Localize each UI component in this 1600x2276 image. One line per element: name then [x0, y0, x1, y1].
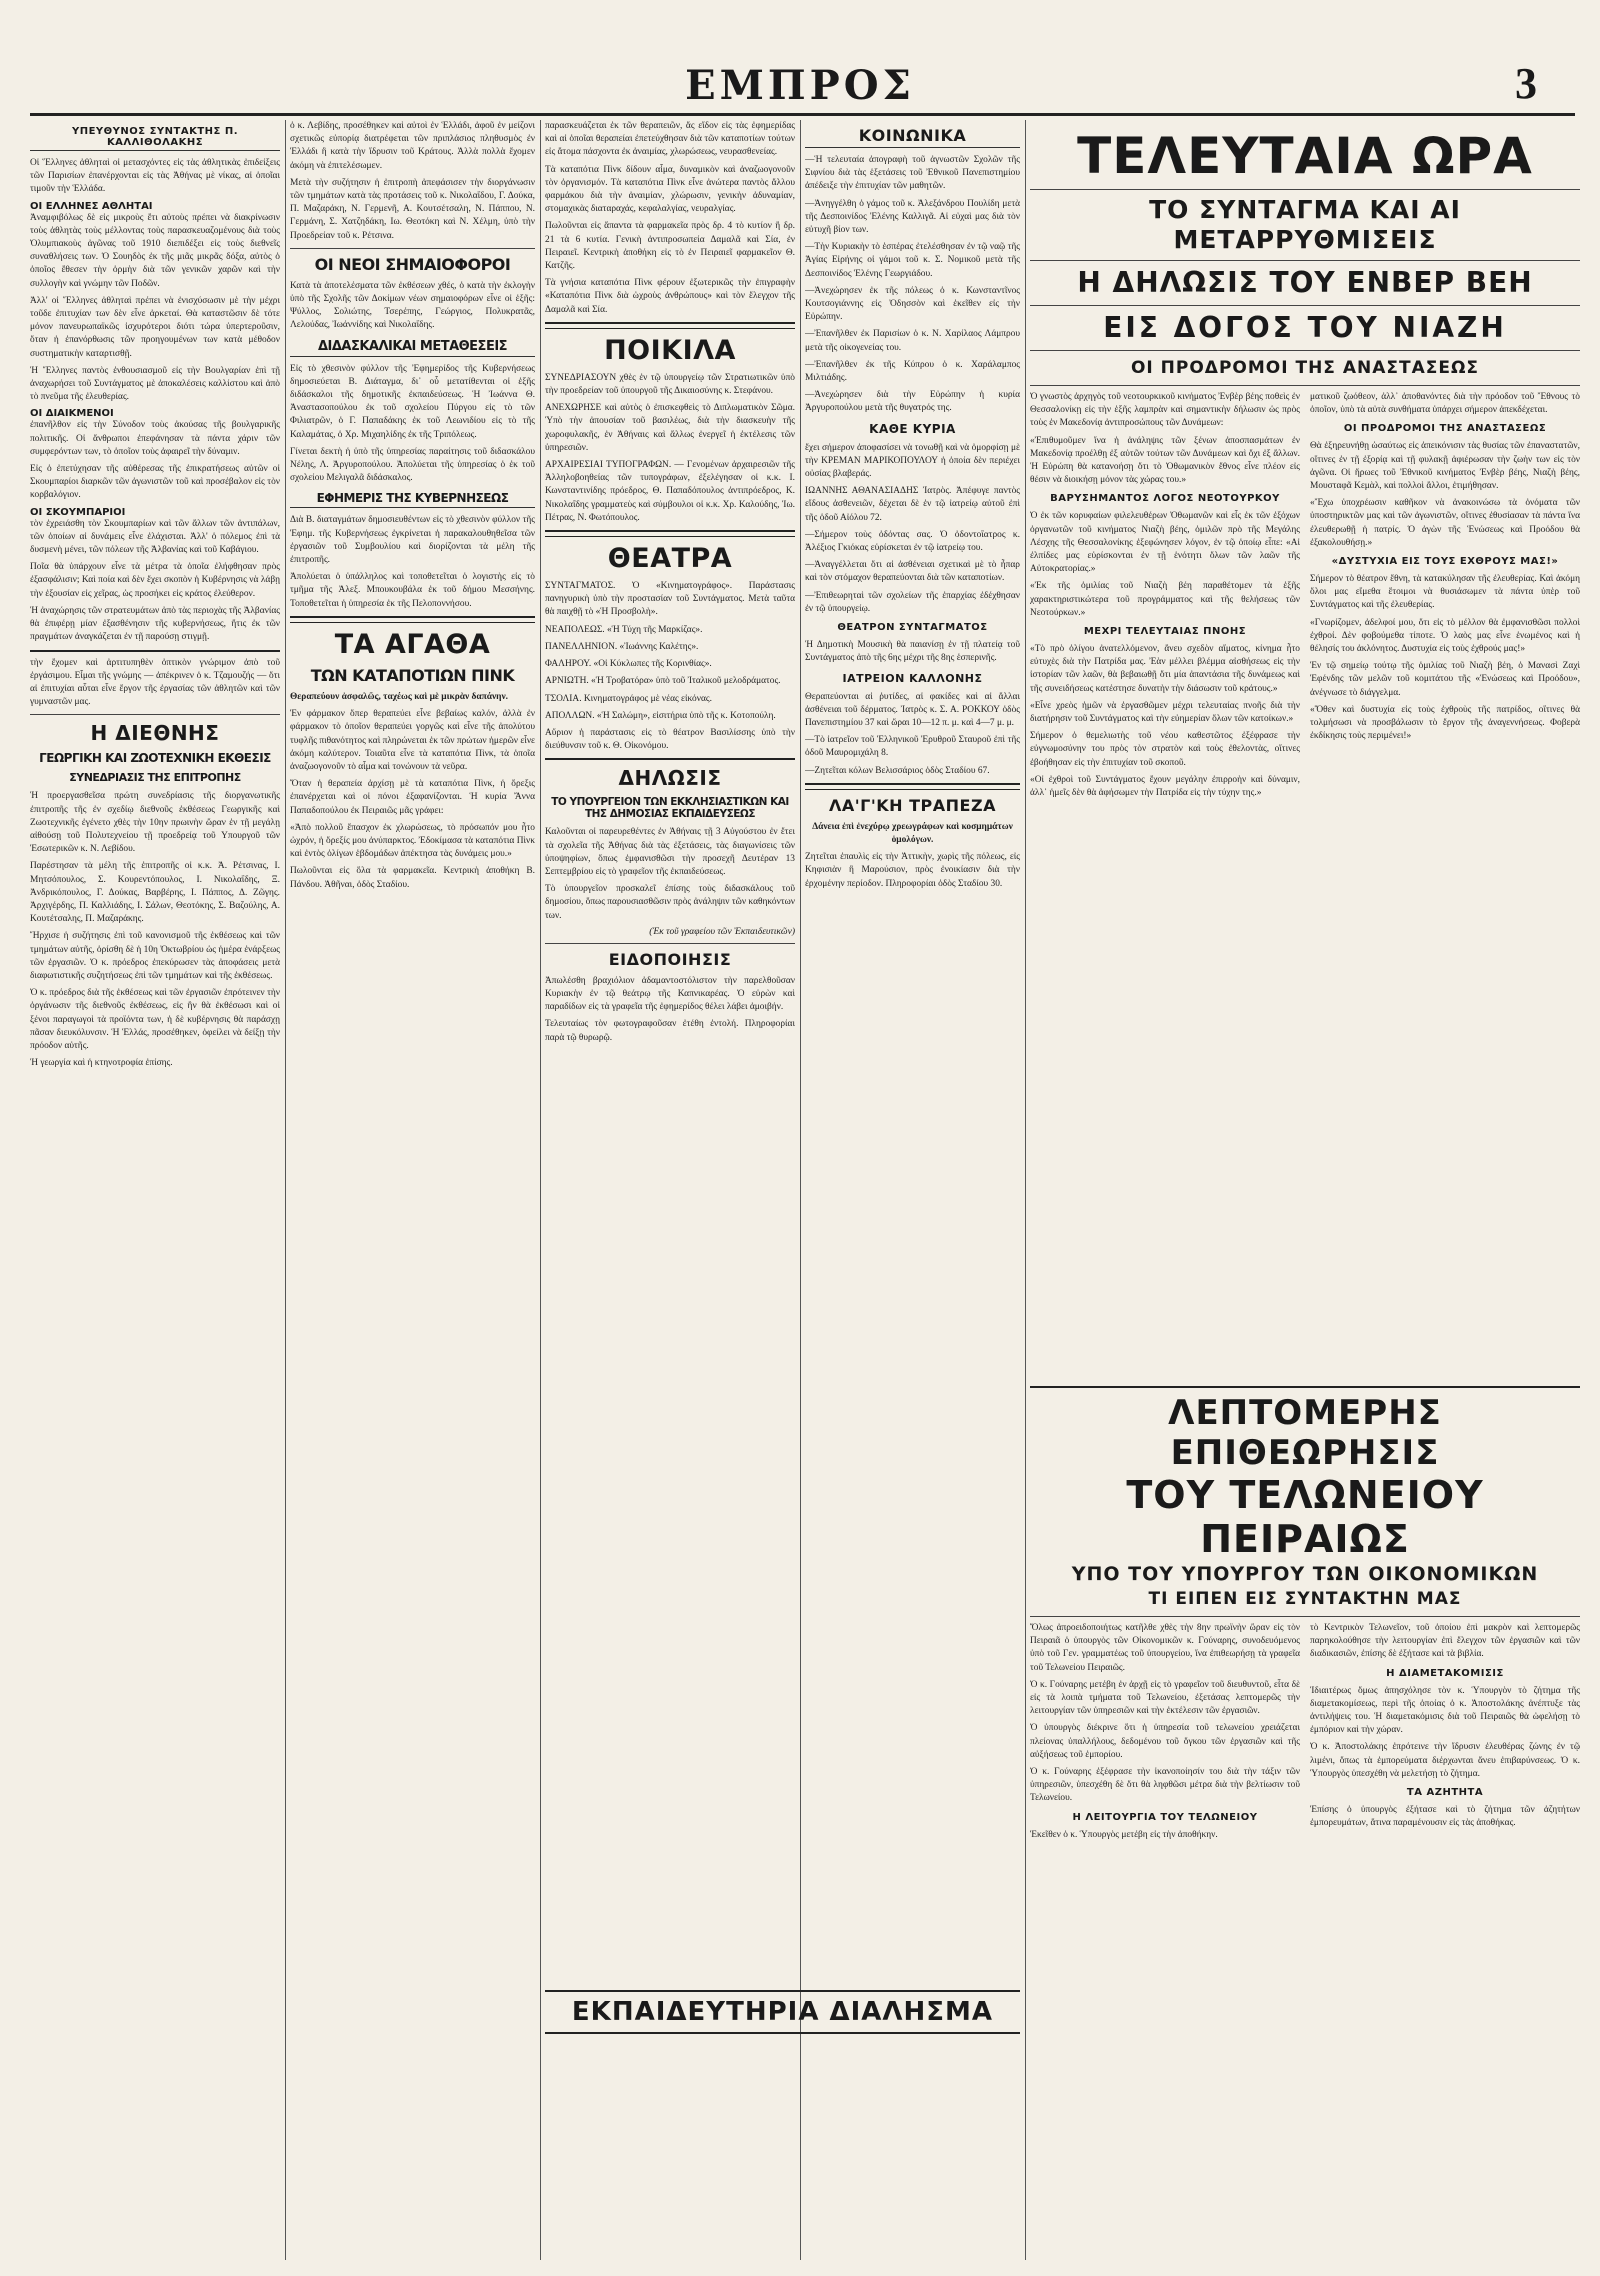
article-paragraph: ΝΕΑΠΟΛΕΩΣ. «Ἡ Τύχη τῆς Μαρκίζας». [545, 624, 703, 635]
section-heading: Η ΛΕΙΤΟΥΡΓΙΑ ΤΟΥ ΤΕΛΩΝΕΙΟΥ [1072, 1811, 1258, 1823]
editor-line: ΥΠΕΥΘΥΝΟΣ ΣΥΝΤΑΚΤΗΣ Π. ΚΑΛΛΙΘΟΛΑΚΗΣ [30, 126, 280, 151]
article-paragraph: ΣΥΝΤΑΓΜΑΤΟΣ. Ὁ «Κινηματογράφος». Παράστασις πανηγυρικὴ ὑπὸ τὴν προστασίαν τοῦ Συντάγματος. Μετὰ ταῦτα θὰ παιχθῇ τὸ «Ἡ Προσβολὴ». [545, 581, 795, 618]
headline: Η ΔΗΛΩΣΙΣ ΤΟΥ ΕΝΒΕΡ ΒΕΗ [1077, 266, 1533, 299]
section-heading: ΒΑΡΥΣΗΜΑΝΤΟΣ ΛΟΓΟΣ ΝΕΟΤΟΥΡΚΟΥ [1050, 493, 1280, 505]
article-paragraph: ΦΑΛΗΡΟΥ. «Οἱ Κύκλωπες τῆς Κορινθίας». [545, 659, 712, 670]
article-paragraph: Ἐκεῖθεν ὁ κ. Ὑπουργὸς μετέβη εἰς τὴν ἀποθήκην. [1030, 1829, 1218, 1840]
article-paragraph: Κατὰ τὰ ἀποτελέσματα τῶν ἐκθέσεων χθές, ὁ κατὰ τὴν ἐκλογὴν ὑπὸ τῆς Σχολῆς τῶν Δοκίμων νέων σημαιοφόρων εἶνε οἱ ἑξῆς: Ψύλλος, Σολιώτης, Τσερέπης, Γεώργιος, Πολυκρατᾶς, Λελούδας, Ἰωάννίδης καὶ Νικολαΐδης. [290, 280, 535, 331]
page-number: 3 [1515, 59, 1537, 108]
article-paragraph: Θεραπεύονται αἱ ῥυτίδες, αἱ φακίδες καὶ αἱ ἄλλαι ἀσθένειαι τοῦ δέρματος. Ἰατρὸς κ. Σ. Α. ΡΟΚΚΟΥ ὁδὸς Πανεπιστημίου 37 καὶ ὥραι 10—12 π. μ. καὶ 4—7 μ. μ. [805, 691, 1020, 728]
article-paragraph: παρασκευάζεται ἐκ τῶν θεραπειῶν, ἄς εἴδον εἰς τὰς ἐφημερίδας καὶ αἱ ὁποῖαι θεραπείαι ἐπετεύχθησαν διὰ τῶν καταποτίων τούτων εἰς ἄτομα πάσχοντα ἐκ ἀναιμίας, χλωρώσεως, νευρασθενείας. [545, 121, 795, 158]
article-paragraph: ΑΠΟΛΛΩΝ. «Ἡ Σαλώμη», εἰσιτήρια ὑπὸ τῆς κ. Κοτοπούλη. [545, 710, 776, 721]
article-paragraph: ματικοῦ ζωόθεον, ἀλλ᾽ ἀποθανόντες διὰ τὴν πρόοδον τοῦ Ἔθνους τὸ ὁποῖον, ὑπὸ τὰ αὐτὰ συνθήματα ὑπάρχει σήμερον ἀπεκδέχεται. [1310, 392, 1580, 416]
section-rule [290, 616, 535, 623]
article-paragraph: Ὁ κ. πρόεδρος διὰ τῆς ἐκθέσεως καὶ τῶν ἐργασιῶν ἐπρότεινεν τὴν ὀργάνωσιν τῆς διεθνοῦς ἐκθέσεως, εἰς ἣν θὰ ἐκθέσωσι καὶ οἱ ξένοι παραγωγοὶ τὰ προϊόντα των, ἡ δὲ κυβέρνησις θὰ παράσχῃ πᾶσαν διευκόλυνσιν. Ἡ Ἑλλάς, προσέθηκεν, ὀφείλει νὰ δείξῃ τὴν πρόοδον αὐτῆς. [30, 988, 280, 1051]
headline: ΤΟΥ ΤΕΛΩΝΕΙΟΥ ΠΕΙΡΑΙΩΣ [1126, 1473, 1484, 1561]
column-1 [30, 120, 280, 2270]
article-paragraph: Τὰ καταπότια Πὶνκ δίδουν αἷμα, δυναμικὸν καὶ ἀναζωογονοῦν τὸν ὀργανισμόν. Τὰ καταπότια Πὶνκ εἶνε ἀνώτερα παντὸς ἄλλου φαρμάκου διὰ τὴν ἀναιμίαν, χλώρωσιν, γενικὴν ἀδυναμίαν, στομαχικὰς διαταραχάς, κεφαλαλγίας, νευραλγίας. [545, 164, 795, 215]
article-paragraph: ΠΑΝΕΛΛΗΝΙΟΝ. «Ἰωάννης Καλέτης». [545, 641, 699, 652]
headline: ΛΕΠΤΟΜΕΡΗΣ ΕΠΙΘΕΩΡΗΣΙΣ [1168, 1393, 1442, 1473]
article-paragraph: «Γνωρίζομεν, ἀδελφοί μου, ὅτι εἰς τὸ μέλλον θὰ ἐμφανισθῶσι πολλοὶ ἐχθροί. Δὲν φοβούμεθα τίποτε. Ὁ λαὸς μας εἶνε ἑνωμένος καὶ ἡ θέλησίς του ἀκλόνητος. Δυστυχία εἰς τοὺς ἐχθρούς μας!» [1310, 617, 1580, 655]
section-heading: ΘΕΑΤΡΑ [607, 543, 733, 575]
section-rule [1030, 260, 1580, 261]
article-paragraph: Τὸ ὑπουργεῖον προσκαλεῖ ἐπίσης τοὺς διδασκάλους τοῦ δημοσίου, ὅπως παρουσιασθῶσιν πρὸς ἀνάληψιν τῶν καθηκόντων των. [545, 884, 795, 921]
notice-subheading: ΤΟ ΥΠΟΥΡΓΕΙΟΝ ΤΩΝ ΕΚΚΛΗΣΙΑΣΤΙΚΩΝ ΚΑΙ ΤΗΣ ΔΗΜΟΣΙΑΣ ΕΚΠΑΙΔΕΥΣΕΩΣ [551, 796, 789, 821]
section-rule [545, 1990, 1020, 1992]
article-paragraph: —Σήμερον τοὺς ὀδόντας σας. Ὁ ὀδοντοΐατρος κ. Ἀλέξιος Γκιόκας εὑρίσκεται ἐν τῷ ἰατρείῳ του. [805, 529, 1020, 554]
section-heading: ΕΙΔΟΠΟΙΗΣΙΣ [608, 949, 732, 969]
column-divider [800, 120, 801, 2260]
section-heading: ΙΑΤΡΕΙΟΝ ΚΑΛΛΟΝΗΣ [842, 671, 983, 685]
article-paragraph: Τελευταίως τὸν φωτογραφοῦσαν ἐτέθη ἐντολή. Πληροφορίαι παρὰ τῷ θυρωρῷ. [545, 1019, 795, 1043]
column-3 [545, 120, 795, 2270]
section-heading: ΜΕΧΡΙ ΤΕΛΕΥΤΑΙΑΣ ΠΝΟΗΣ [1083, 626, 1247, 638]
article-columns [1030, 391, 1580, 1381]
article-paragraph: —Ἐπανῆλθεν ἐκ Παρισίων ὁ κ. Ν. Χαρίλαος Λάμπρου μετὰ τῆς οἰκογενείας του. [805, 329, 1020, 353]
headline: ΟΙ ΠΡΟΔΡΟΜΟΙ ΤΗΣ ΑΝΑΣΤΑΣΕΩΣ [1130, 358, 1480, 378]
article-right-column [1310, 391, 1580, 1381]
article-paragraph: Αὔριον ἡ παράστασις εἰς τὸ θέατρον Βασιλίσσης ὑπὸ τὴν διεύθυνσιν τοῦ κ. Θ. Οἰκονόμου. [545, 727, 795, 752]
article-paragraph: «Ἐπιθυμοῦμεν ἵνα ἡ ἀνάληψις τῶν ξένων ἀποσπασμάτων ἐν Μακεδονίᾳ προέλθῃ ἐξ αὐτῶν τούτων τῶν Δυνάμεων καὶ ὄχι ἐξ ἄλλων. Ἡ Εὐρώπη θὰ κατανοήσῃ ὅτι τὸ Ὀθωμανικὸν ἔθνος εἶνε πλέον εἰς θέσιν νὰ διοικήσῃ μόνον τὰς χώρας του.» [1030, 435, 1300, 486]
article-paragraph: ὁ κ. Λεβίδης, προσέθηκεν καὶ αὐτοὶ ἐν Ἑλλάδι, ἀφοῦ ἐν μείζονι σχετικῶς εὐπορίᾳ διατρέφεται τῶν πριπλάσιος πληθυσμὸς ἐν Ἑλλάδι ἢ κατὰ τὴν ἵδρυσιν τοῦ Κράτους. Ἀλλὰ πολλὰ ἔχομεν ἀκόμη νὰ ἐπιτελέσωμεν. [290, 121, 535, 171]
headline: ΕΙΣ ΔΟΓΟΣ ΤΟΥ ΝΙΑΖΗ [1103, 311, 1507, 344]
section-heading: «ΔΥΣΤΥΧΙΑ ΕΙΣ ΤΟΥΣ ΕΧΘΡΟΥΣ ΜΑΣ!» [1331, 556, 1559, 568]
section-rule [1030, 189, 1580, 190]
section-heading: ΚΟΙΝΩΝΙΚΑ [805, 126, 1020, 148]
newspaper-title: ΕΜΠΡΟΣ [685, 62, 915, 109]
masthead [0, 0, 1600, 110]
article-paragraph: —Ἀνεχώρησεν διὰ τὴν Εὐρώπην ἡ κυρία Ἀργυροπούλου μετὰ τῆς θυγατρός της. [805, 390, 1020, 414]
article-paragraph: ΑΡΝΙΩΤΗ. «Ἡ Τροβατόρα» ὑπὸ τοῦ Ἰταλικοῦ μελοδράματος. [545, 676, 781, 687]
article-paragraph: ΑΡΧΑΙΡΕΣΙΑΙ ΤΥΠΟΓΡΑΦΩΝ. — Γενομένων ἀρχαιρεσιῶν τῆς Ἀλληλοβοηθείας τῶν τυπογράφων, ἐξελέγησαν οἱ κ.κ. Ι. Κωνσταντινίδης πρόεδρος, Θ. Παπαδόπουλος ἀντιπρόεδρος, Κ. Νικολαΐδης γραμματεὺς καὶ σύμβουλοι οἱ κ.κ. Χρ. Καλούδης, Ἰω. Πέτρας, Ν. Φωτόπουλος. [545, 460, 795, 523]
section-heading: ΠΟΙΚΙΛΑ [604, 334, 736, 366]
section-heading: ΤΑ ΑΖΗΤΗΤΑ [1406, 1787, 1484, 1799]
article-columns [1030, 1622, 1580, 1846]
article-paragraph: Σήμερον ὁ θεμελιωτὴς τοῦ νέου καθεστῶτος ἐξέφρασε τὴν εὐγνωμοσύνην του πρὸς τὸν στρατὸν καὶ τοὺς ἐθελοντὰς, οἵτινες ἐβοήθησαν εἰς τὴν ἐπιτυχίαν τοῦ σκοποῦ. [1030, 731, 1300, 768]
article-paragraph: —Ἀναγγέλλεται ὅτι αἱ ἀσθένειαι σχετικαὶ μὲ τὸ ἦπαρ καὶ τὸν στόμαχον θεραπεύονται διὰ τῶν καταποτίων. [805, 560, 1020, 584]
column-4 [805, 120, 1020, 2270]
masthead-rule [30, 113, 1575, 116]
section-rule [545, 2032, 1020, 2034]
headline-sub: ΓΕΩΡΓΙΚΗ ΚΑΙ ΖΩΟΤΕΧΝΙΚΗ ΕΚΘΕΣΙΣ [39, 751, 271, 766]
article-paragraph: «Εἶνε χρεὸς ἡμῶν νὰ ἐργασθῶμεν μέχρι τελευταίας πνοῆς διὰ τὴν διατήρησιν τοῦ Συντάγματος καὶ τὴν εὐημερίαν ὅλων τῶν κατοίκων.» [1030, 700, 1300, 725]
article-paragraph: ἔχει σήμερον ἀποφασίσει νὰ τονωθῇ καὶ νὰ ὀμορφίσῃ μὲ τὴν ΚΡΕΜΑΝ ΜΑΡΙΚΟΠΟΥΛΟΥ ἡ ὁποία δὲν περιέχει οὐσίας βλαβεράς. [805, 442, 1020, 480]
headline: ΤΙ ΕΙΠΕΝ ΕΙΣ ΣΥΝΤΑΚΤΗΝ ΜΑΣ [1148, 1589, 1462, 1609]
section-rule [545, 758, 795, 760]
column-divider [1025, 120, 1026, 2260]
article-paragraph: Ἀναμφιβόλως δὲ εἰς μικροὺς ἔτι αὐτοὺς πρέπει νὰ διακρίνωσιν τοὺς ἀθλητὰς τοὺς μέλλοντας τοὺς παρασκευαζομένους διὰ τοὺς Ὀλυμπιακοὺς ἀγῶνας τοῦ 1910 διεπιδέξει εἰς τοὺς διεθνεῖς συναθλήσεις των. Ὁ Σουηδὸς ἐκ τῆς μιᾶς μικρᾶς δόξα, αὐτὸς ὁ ὁποῖος ἔθεσεν τὴν ὁρμὴν διὰ τῶν γενικῶν χαρῶν καὶ τὴν συλλογὴν καὶ γνώμην τῶν Ποδῶν. [30, 212, 280, 289]
article-paragraph: Διὰ Β. διαταγμάτων δημοσιευθέντων εἰς τὸ χθεσινὸν φύλλον τῆς Ἐφημ. τῆς Κυβερνήσεως ἐγκρίνεται ἡ παρακαλουθηθεῖσα τῶν ἐργασιῶν τοῦ Συμβουλίου καὶ διορίζονται τὰ μέλη τῆς ἐπιτροπῆς. [290, 515, 535, 566]
advert-headline: ΤΑ ΑΓΑΘΑ [334, 628, 491, 660]
article-paragraph: Οἱ Ἕλληνες ἀθληταὶ οἱ μετασχόντες εἰς τὰς ἀθλητικὰς ἐπιδείξεις τῶν Παρισίων ἐπανέρχονται εἰς τὰς Ἀθήνας μὲ νίκας, αἱ ὁποῖαι τιμοῦν τὴν Ἑλλάδα. [30, 158, 280, 195]
article-paragraph: Πωλοῦνται εἰς ἅπαντα τὰ φαρμακεῖα πρὸς δρ. 4 τὸ κυτίον ἢ δρ. 21 τὰ 6 κυτία. Γενικὴ ἀντιπροσωπεία Δαμαλᾶ καὶ Σία, ἐν Πειραιεῖ. Κεντρικὴ ἀποθήκη εἰς τὸ ἐν Πειραιεῖ φαρμακεῖον Θ. Κατζῆς. [545, 221, 795, 272]
headline-sub: ΣΥΝΕΔΡΙΑΣΙΣ ΤΗΣ ΕΠΙΤΡΟΠΗΣ [69, 771, 241, 785]
headline: ΟΙ ΝΕΟΙ ΣΗΜΑΙΟΦΟΡΟΙ [314, 254, 511, 274]
article-paragraph: «Οἱ ἐχθροὶ τοῦ Συντάγματος ἔχουν μεγάλην ἐπιρροὴν καὶ δύναμιν, ἀλλ᾽ ἡμεῖς δὲν θὰ ἀφήσωμεν τὴν Πατρίδα εἰς τὴν τύχην της.» [1030, 774, 1300, 799]
article-left-column [1030, 391, 1300, 1381]
article-paragraph: Πωλοῦνται εἰς ὅλα τὰ φαρμακεῖα. Κεντρικὴ ἀποθήκη Β. Πάνδου. Ἀθῆναι, ὁδὸς Σταδίου. [290, 866, 535, 890]
advert-headline-sub: ΤΩΝ ΚΑΤΑΠΟΤΙΩΝ ΠΙΝΚ [310, 665, 515, 685]
notice-heading: ΔΗΛΩΣΙΣ [618, 766, 722, 791]
article-paragraph: ΣΥΝΕΔΡΙΑΣΟΥΝ χθὲς ἐν τῷ ὑπουργείῳ τῶν Στρατιωτικῶν ὑπὸ τὴν προεδρείαν τοῦ ὑπουργοῦ τῆς Δικαιοσύνης κ. Στεφάνου. [545, 372, 795, 397]
article-paragraph: Ὁ ἐκ τῶν κορυφαίων φιλελευθέρων Ὀθωμανῶν καὶ εἷς ἐκ τῶν ἐξόχων ὀργανωτῶν τοῦ κινήματος Νιαζὴ βέης, ὁμιλῶν πρὸ τῆς Μεγάλης Λέσχης τῆς Θεσσαλονίκης ἐξεφώνησεν λόγον, ἐν τῷ ὁποίῳ εἶπε: «Αἱ ἐλπίδες μας εὑρίσκονται ἐν τῇ ἑνότητι ὅλων τῶν λαῶν τῆς Αὐτοκρατορίας.» [1030, 511, 1300, 575]
headline: ΔΙΔΑΣΚΑΛΙΚΑΙ ΜΕΤΑΘΕΣΕΙΣ [290, 339, 535, 357]
section-rule [30, 714, 280, 715]
article-paragraph: Ὁ κ. Ἀποστολάκης ἐπρότεινε τὴν ἵδρυσιν ἐλευθέρας ζώνης ἐν τῷ λιμένι, ὅπως τὰ ἐμπορεύματα διέρχωνται ἄνευ ἐπιβαρύνσεως. Ὁ κ. Ὑπουργὸς ὑπεσχέθη νὰ μελετήσῃ τὸ ζήτημα. [1310, 1742, 1580, 1779]
article-paragraph: Γίνεται δεκτὴ ἡ ὑπὸ τῆς ὑπηρεσίας παραίτησις τοῦ διδασκάλου Νέλης, Λ. Ἀργυροπούλου. Ἀπολύεται τῆς ὑπηρεσίας ὁ ἐκ τοῦ σχολείου Μελιγαλᾶ διδάσκαλος. [290, 446, 535, 484]
article-paragraph: Ὅλως ἀπροειδοποιήτως κατῆλθε χθὲς τὴν 8ην πρωϊνὴν ὥραν εἰς τὸν Πειραιᾶ ὁ ὑπουργὸς τῶν Οἰκονομικῶν κ. Γούναρης, συνοδευόμενος ὑπὸ τοῦ Γεν. γραμματέως τοῦ ὑπουργείου, ἵνα ἐπιθεωρήσῃ τὰ γραφεῖα τοῦ Τελωνείου Πειραιῶς. [1030, 1623, 1300, 1673]
article-right-column [1310, 1622, 1580, 1846]
article-paragraph: Ὁ κ. Γούναρης ἐξέφρασε τὴν ἱκανοποίησίν του διὰ τὴν τάξιν τῶν ὑπηρεσιῶν, ὑπεσχέθη δὲ ὅτι θὰ ληφθῶσι μέτρα διὰ τὴν βελτίωσιν τοῦ Τελωνείου. [1030, 1767, 1300, 1804]
article-paragraph: Ὁ κ. Γούναρης μετέβη ἐν ἀρχῇ εἰς τὸ γραφεῖον τοῦ διευθυντοῦ, εἶτα δὲ εἰς τὰ λοιπὰ τμήματα τοῦ Τελωνείου, ἐξετάσας λεπτομερῶς τὴν λειτουργίαν τῶν ὑπηρεσιῶν καὶ τὴν ἐκτέλεσιν τῶν ἐργασιῶν. [1030, 1679, 1300, 1717]
article-paragraph: Ὁ ὑπουργὸς διέκρινε ὅτι ἡ ὑπηρεσία τοῦ τελωνείου χρειάζεται πλείονας ὑπαλλήλους, δεδομένου τοῦ ὅγκου τῶν ἐργασιῶν καὶ τῆς αὐξήσεως τοῦ ἐμπορίου. [1030, 1723, 1300, 1760]
article-paragraph: τὸν ἐχρειάσθη τὸν Σκουμπαρίων καὶ τῶν ἄλλων τῶν ἀντιπάλων, τῶν ὁποίων αἱ δυνάμεις εἶνε ἐλάχισται. Ἀλλ' ὁ πόλεμος ἐπὶ τὰ δυσμενὴ μένει, τῶν πόλεων τῆς Ἀλβανίας καὶ τοῦ Καβάγιου. [30, 518, 280, 556]
article-paragraph: Ἡ ἀναχώρησις τῶν στρατευμάτων ἀπὸ τὰς περιοχὰς τῆς Ἀλβανίας θὰ ἐπιφέρῃ μίαν ἐξασθένησιν τῆς κυβερνήσεως, ἥτις ἐκ τῶν πραγμάτων ἀναγκάζεται ἐν τῇ παρούσῃ στιγμῇ. [30, 605, 280, 643]
section-heading: Η ΔΙΑΜΕΤΑΚΟΜΙΣΙΣ [1386, 1667, 1504, 1679]
article-paragraph: τὴν ἔχομεν καὶ ἀρτιτυπηθὲν ὀπτικὸν γνώριμον ἀπὸ τοῦ ἐργάσιμου. Εἶμαι τῆς γνώμης — ἀπέκρινεν ὁ κ. Τζαμουζής — ὅτι αἱ ἐπιτυχίαι αὗται εἶνε ἔργον τῆς ἐργασίας τῶν ἀθλητῶν καὶ τῶν γυμναστῶν μας. [30, 657, 280, 708]
article-paragraph: Ὅταν ἡ θεραπεία ἀρχίσῃ μὲ τὰ καταπότια Πὶνκ, ἡ ὄρεξις ἐπανέρχεται καὶ οἱ πόνοι ἐξαφανίζονται. Ἡ κυρία Ἄννα Παπαδοπούλου ἐκ Πειραιῶς μᾶς γράφει: [290, 779, 535, 816]
headline-main: ΤΕΛΕΥΤΑΙΑ ΩΡΑ [1077, 127, 1533, 185]
article-paragraph: «Ἀπὸ πολλοῦ ἔπασχον ἐκ χλωρώσεως, τὸ πρόσωπόν μου ἦτο ὠχρόν, ἡ ὄρεξίς μου ἀνύπαρκτος. Ἐδοκίμασα τὰ καταπότια Πὶνκ καὶ ἐντὸς ὀλίγων ἑβδομάδων ἀπέκτησα τὰς δυνάμεις μου.» [290, 822, 535, 860]
section-rule [290, 248, 535, 249]
article-paragraph: «Τὸ πρὸ ὀλίγου ἀνατελλόμενον, ἄνευ σχεδὸν αἵματος, κίνημα ἦτο εὐτυχὲς διὰ τὴν Πατρίδα μας. Ἐὰν μέλλει βλέμμα αἰσθήσεως εἰς τὴν ἱστορίαν τῶν λαῶν, θὰ βεβαιωθῇ ὅτι μία ἀπαντάσια τῆς δυνάμεως καὶ τῆς συνειδήσεως κατέστησε δυνατὴν τὴν διάσωσιν τοῦ κράτους.» [1030, 644, 1300, 694]
article-paragraph: Ἐν τῷ σημείῳ τούτῳ τῆς ὁμιλίας τοῦ Νιαζὴ βέη, ὁ Μανασὶ Ζαχὶ Ἐφένδης τῶν μελῶν τοῦ κομιτάτου τῆς «Ἑνώσεως καὶ Προόδου», ἀνέγνωσε τὸ διάγγελμα. [1310, 661, 1580, 698]
article-paragraph: Θεραπεύουν ἀσφαλῶς, ταχέως καὶ μὲ μικρὰν δαπάνην. [290, 691, 508, 702]
section-rule [1030, 1616, 1580, 1617]
article-paragraph: Ὁ γνωστὸς ἀρχηγὸς τοῦ νεοτουρκικοῦ κινήματος Ἐνβὲρ βέης ποθεὶς ἐν Θεσσαλονίκῃ εἰς τὴν ἑξῆς λαμπρὰν καὶ σημαντικὴν δήλωσιν ὡς πρὸς τοὺς ἐν Μακεδονίᾳ ἀντιπροσώπους τῶν Δυνάμεων: [1030, 392, 1300, 429]
article-paragraph: ἐπανῆλθον εἰς τὴν Σύνοδον τοὺς ἀκούσας τῆς βουλγαρικῆς πολιτικῆς. Οἱ ἄνθρωποι ἐπεφάνησαν τὰ πάντα χάριν τῶν συμφερόντων των, τὸ ὁποῖον τοὺς ἀφαιρεῖ τὴν δύναμιν. [30, 420, 280, 457]
article-paragraph: Ἀπολύεται ὁ ὑπάλληλος καὶ τοποθετεῖται ὁ λογιστὴς εἰς τὸ τμῆμα τῆς Ἀλεξ. Μπουκουβάλα ἐκ τοῦ δήμου Μεσσήνης. Τοποθετεῖται ἡ ὑπηρεσία ἐκ τῆς Πελοποννήσου. [290, 572, 535, 609]
article-paragraph: —Τὴν Κυριακὴν τὸ ἑσπέρας ἐτελέσθησαν ἐν τῷ ναῷ τῆς Ἁγίας Εἰρήνης οἱ γάμοι τοῦ κ. Σ. Νομικοῦ μετὰ τῆς Δεσποινίδος Ἑλένης Γεωργιάδου. [805, 242, 1020, 279]
article-paragraph: Εἰς ὁ ἐπετύχησαν τῆς αὐθέρεσας τῆς ἐπικρατήσεως αὐτῶν οἱ Σκουμπαρίοι διαρκῶν τῶν ἀγωνιστῶν τοῦ καὶ προσέβαλον εἰς τὸν κορβαλόγιον. [30, 464, 280, 501]
headline: ΤΟ ΣΥΝΤΑΓΜΑ ΚΑΙ ΑΙ ΜΕΤΑΡΡΥΘΜΙΣΕΙΣ [1149, 195, 1461, 254]
section-rule [545, 322, 795, 329]
advert-headline: ΕΚΠΑΙΔΕΥΤΗΡΙΑ ΔΙΑΛΗΣΜΑ [571, 1997, 994, 2027]
article-paragraph: Ἡ Ἕλληνες παντὸς ἐνθουσιασμοῦ εἰς τὴν Βουλγαρίαν ἐπὶ τῇ ἀναχωρήσει τοῦ Συντάγματος μὲ ἀποκαλέσεις καλλίστου καὶ ἀπὸ τὸ πνεῦμα τῆς ἐλευθερίας. [30, 365, 280, 403]
article-paragraph: «Ἔχω ὑποχρέωσιν καθῆκον νὰ ἀνακοινώσω τὰ ὀνόματα τῶν ὑποστηρικτῶν μας καὶ τῶν ἀγωνιστῶν, οἵτινες ἐθυσίασαν τὰ πάντα ἵνα ἐλευθερωθῇ ἡ πατρίς. Ὁ ἀγὼν τῆς Ἑνώσεως καὶ Προόδου θὰ ἐξακολουθήσῃ.» [1310, 498, 1580, 548]
article-paragraph: —Ἀνεχώρησεν ἐκ τῆς πόλεως ὁ κ. Κωνσταντῖνος Κουτσογιάννης εἰς Ὀδησσὸν καὶ ἐκεῖθεν εἰς τὴν Εὐρώπην. [805, 285, 1020, 323]
section-heading: ΚΑΘΕ ΚΥΡΙΑ [869, 421, 956, 436]
section-heading: ΛΑ'Γ'ΚΗ ΤΡΑΠΕΖΑ [829, 795, 996, 815]
section-rule [805, 783, 1020, 790]
article-paragraph: —Ἐπιθεωρηταὶ τῶν σχολείων τῆς ἐπαρχίας ἐδέχθησαν ἐν τῷ ὑπουργείῳ. [805, 590, 1020, 614]
section-rule [1030, 305, 1580, 306]
article-paragraph: ΤΣΟΛΙΑ. Κινηματογράφος μὲ νέας εἰκόνας. [545, 693, 712, 704]
section-rule [545, 530, 795, 537]
article-paragraph: «Ἐκ τῆς ὁμιλίας τοῦ Νιαζὴ βέη παραθέτομεν τὰ ἑξῆς χαρακτηριστικώτερα τοῦ προγράμματος καὶ τῆς θελήσεως τῶν Νεοτούρκων.» [1030, 581, 1300, 618]
article-paragraph: «Ὅθεν καὶ δυστυχία εἰς τοὺς ἐχθροὺς τῆς πατρίδος, οἵτινες θὰ τολμήσωσι νὰ προσβάλωσιν τὸ ἔργον τῆς ἀναγεννήσεως. Φοβερὰ ἐκδίκησις τοὺς περιμένει!» [1310, 704, 1580, 742]
section-heading: ΟΙ ΠΡΟΔΡΟΜΟΙ ΤΗΣ ΑΝΑΣΤΑΣΕΩΣ [1343, 423, 1547, 435]
article-left-column [1030, 1622, 1300, 1846]
article-paragraph: Ἀπωλέσθη βραχιόλιον ἀδαμαντοστόλιστον τὴν παρελθοῦσαν Κυριακὴν ἐν τῷ θεάτρῳ τῆς Καπνικαρέας. Ὁ εὑρὼν καὶ παραδίδων εἰς τὰ γραφεῖα τῆς ἐφημερίδος θέλει λάβει ἀμοιβήν. [545, 975, 795, 1013]
column-5 [1030, 120, 1580, 2270]
article-paragraph: Ἡ προεργασθεῖσα πρώτη συνεδρίασις τῆς διοργανωτικῆς ἐπιτροπῆς τῆς ἐν σχεδίῳ διεθνοῦς ἐκθέσεως Γεωργικῆς καὶ Ζωοτεχνικῆς ἐγένετο χθὲς τὴν 10ην πρωινὴν ὥραν ἐν τῇ μεγάλῃ αἰθούσῃ τοῦ Πολυτεχνείου τῇ προεδρείᾳ τοῦ Υπουργοῦ τῶν Ἐσωτερικῶν κ. Ν. Λεβίδου. [30, 791, 280, 855]
article-paragraph: Ἤρχισε ἡ συζήτησις ἐπὶ τοῦ κανονισμοῦ τῆς ἐκθέσεως καὶ τῶν τμημάτων αὐτῆς, ὁρίσθη δὲ ἡ 10η Ὀκτωβρίου ὡς ἡμέρα ἐνάρξεως τῶν ἐργασιῶν. Ὁ κ. πρόεδρος ἐπεκύρωσεν τὰς ἀποφάσεις μετὰ διαφωτιστικῆς συζητήσεως ἐπὶ τῶν τμημάτων καὶ τῆς ἐκθέσεως. [30, 931, 280, 981]
advertisement [545, 1985, 1020, 2039]
article-paragraph: Παρέστησαν τὰ μέλη τῆς ἐπιτροπῆς οἱ κ.κ. Ἀ. Ρέτσινας, Ι. Μητσόπουλος, Σ. Κουρεντόπουλος, Ι. Νικολαΐδης, Ξ. Ἀνδρικόπουλος, Γ. Δούκας, Βαρβέρης, Ι. Πάππος, Δ. Ζῶγης. Ἀρχιγέρδης, Π. Καλλιάδης, Ι. Σάλων, Θεοτόκης, Σ. Βαζούλης, Α. Κουτέτσαλης, Π. Μαζαράκης. [30, 861, 280, 925]
article-paragraph: Ἡ Δημοτικὴ Μουσικὴ θὰ παιανίσῃ ἐν τῇ πλατείᾳ τοῦ Συντάγματος ἀπὸ τῆς 6ης μέχρι τῆς 8ης ἑσπερινῆς. [805, 640, 1020, 664]
article-paragraph: Καλοῦνται οἱ παρευρεθέντες ἐν Ἀθήναις τῇ 3 Αὐγούστου ἐν ἔτει τὰ σχολεῖα τῆς Ἀθήνας διὰ τὰς ἐξετάσεις, τὰς διαγωνίσεις τῶν ὑποψηφίων, ὅπως ἐμφανισθῶσι τὴν προσεχῆ Δευτέραν 13 Σεπτεμβρίου εἰς τὸ γραφεῖον τῆς ἐκπαιδεύσεως. [545, 827, 795, 877]
article-paragraph: —Τὸ ἰατρεῖον τοῦ Ἐλληνικοῦ Ἐρυθροῦ Σταυροῦ ἐπὶ τῆς ὁδοῦ Μαυρομιχάλη 8. [805, 735, 1020, 759]
article-paragraph: Εἰς τὸ χθεσινὸν φύλλον τῆς Ἐφημερίδος τῆς Κυβερνήσεως δημοσιεύεται Β. Διάταγμα, δι᾽ οὗ μετατίθενται οἱ ἑξῆς διδάσκαλοι τῆς δημοτικῆς ἐκπαιδεύσεως. Ἡ Ἰωάννα Θ. Ἀναστασοπούλου ἐκ τοῦ σχολείου Πύργου εἰς τὸ τῶν Φιλιατρῶν, ὁ Γ. Παπαδάκης ἐκ τοῦ Λεωνιδίου εἰς τὸ τῆς Καλαμάτας, ὁ Χρ. Μιχαηλίδης ἐκ τῆς Τριπόλεως. [290, 363, 535, 440]
subheading: ΟΙ ΔΙΑΙΚΜΕΝΟΙ [30, 408, 114, 420]
column-divider [540, 120, 541, 2260]
article-paragraph: Ποῖα θὰ ὑπάρχουν εἶνε τὰ μέτρα τὰ ὁποῖα ἐλήφθησαν πρὸς ἐξασφάλισιν; Καὶ ποία καὶ δὲν ἔχει σκοπὸν ἡ Κυβέρνησις νὰ λάβῃ τὴν ἐξουσίαν εἰς χεῖρας, ὡς προσήκει εἰς κράτος ἐλεύθερον. [30, 562, 280, 599]
article-paragraph: ΑΝΕΧΩΡΗΣΕ καὶ αὐτὸς ὁ ἐπισκεφθεὶς τὸ Διπλωματικὸν Σῶμα. Ὑπὸ τὴν ἀπουσίαν τοῦ βασιλέως, διὰ τὴν διασκευὴν τῆς χωροφυλακῆς, ἐν Ἀθήναις καὶ ἄλλως ἐνεργεῖ ἡ ἐκτέλεσις τῶν ὑπηρεσιῶν. [545, 403, 795, 453]
article-paragraph: τὸ Κεντρικὸν Τελωνεῖον, τοῦ ὁποίου ἐπὶ μακρὸν καὶ λεπτομερῶς παρηκολούθησε τὴν λειτουργίαν ἐπὶ ἔλεγχον τῶν ἐργασιῶν καὶ τῶν διαδικασιῶν, ἐπίσης δὲ ἐξήτασε καὶ τὰ βιβλία. [1310, 1623, 1580, 1660]
column-2 [290, 120, 535, 2270]
article-paragraph: Ἀλλ' οἱ Ἕλληνες ἀθληταὶ πρέπει νὰ ἐνισχύσωσιν μὲ τὴν μέχρι τοῦδε ἐπιτυχίαν των δὲν εἶνε ἀρκεταί. Θὰ καταστῶσιν δὲ τότε μόνον πανευρωπαϊκῶς ἰσχυρότεροι διότι τώρα ὑπερτεροῦσιν, ὅταν ἡ ἐπανόρθωσις τῶν προηγουμένων των κατὰ μέθοδον συστηματικὴν καταρτισθῇ. [30, 295, 280, 359]
article-paragraph: Ἐπίσης ὁ ὑπουργὸς ἐξήτασε καὶ τὸ ζήτημα τῶν ἀζητήτων ἐμπορευμάτων, ἅτινα παραμένουσιν εἰς τὰς ἀποθήκας. [1310, 1805, 1580, 1829]
article-paragraph: Μετὰ τὴν συζήτησιν ἡ ἐπιτροπὴ ἀπεφάσισεν τὴν διοργάνωσιν τῶν τμημάτων κατὰ τὰς προτάσεις τοῦ κ. Νικολαΐδου, Γ. Δούκα, Π. Μαζαράκη, Ν. Γερμενῆ, Α. Κουτσέτσαλη, Ν. Πάππου, Ν. Γερμάνη, Σ. Χατζηδάκη, Ιω. Θεοτόκη καὶ Ν. Χέλμη, ὑπὸ τὴν Προεδρείαν τοῦ κ. Ρέτσινα. [290, 177, 535, 241]
section-rule [30, 650, 280, 652]
column-divider [285, 120, 286, 2260]
article-paragraph: Ζητεῖται ἐπαυλὶς εἰς τὴν Ἀττικὴν, χωρὶς τῆς πόλεως, εἰς Κηφισιὰν ἢ Μαρούσιον, πρὸς ἐνοικίασιν διὰ τὴν ἐρχομένην περίοδον. Πληροφορίαι ὁδὸς Σταδίου 30. [805, 852, 1020, 889]
subheading: ΟΙ ΣΚΟΥΜΠΑΡΙΟΙ [30, 506, 126, 518]
headline: ΥΠΟ ΤΟΥ ΥΠΟΥΡΓΟΥ ΤΩΝ ΟΙΚΟΝΟΜΙΚΩΝ [1071, 1563, 1539, 1585]
article-paragraph: Ἡ γεωργία καὶ ἡ κτηνοτροφία ἐπίσης. [30, 1058, 173, 1069]
section-heading: ΘΕΑΤΡΟΝ ΣΥΝΤΑΓΜΑΤΟΣ [837, 622, 988, 634]
article-paragraph: ΙΩΑΝΝΗΣ ΑΘΑΝΑΣΙΑΔΗΣ Ἰατρὸς. Ἀπέφυγε παντὸς εἴδους ἀσθενειῶν, δέχεται δὲ ἐν τῷ ἰατρείῳ αὐτοῦ ἐπὶ τῆς ὁδοῦ Αἰόλου 72. [805, 486, 1020, 523]
article-paragraph: Δάνεια ἐπὶ ἐνεχύρῳ χρεωγράφων καὶ κοσμημάτων ὁμολόγων. [812, 821, 1013, 845]
article-paragraph: —Ἡ τελευταία ἀπογραφὴ τοῦ ἀγνωστῶν Σχολῶν τῆς Σιφνίου διὰ τὰς ἑξετάσεις τοῦ Ἐθνικοῦ Πανεπιστημίου ἀπέδειξε τὴν ἐπιτυχίαν τῶν μαθητῶν. [805, 155, 1020, 192]
article-paragraph: Θὰ ἐξηρευνήθῃ ὡσαύτως εἰς ἀπεικόνισιν τὰς θυσίας τῶν ἐπαναστατῶν, οἵτινες ἐν τῇ ἐξορίᾳ καὶ τῇ φυλακῇ ἀφιέρωσαν τὴν ζωὴν των εἰς τὸν ἀγῶνα. Οἱ ἥρωες τοῦ Ἐθνικοῦ κινήματος Ἐνβὲρ βέης, Νιαζὴ βέης, Μουσταφᾶ Κεμὰλ, καὶ πολλοὶ ἄλλοι, ἐτιμήθησαν. [1310, 441, 1580, 492]
article-paragraph: Σήμερον τὸ θέατρον ἔθνη, τὰ κατακύλησαν τῆς ἐλευθερίας. Καὶ ἀκόμη ὅλοι μας εἴμεθα ἕτοιμοι νὰ θυσιάσωμεν τὰ πάντα ὑπὲρ τοῦ Συντάγματος καὶ τῆς ἐλευθερίας. [1310, 574, 1580, 611]
section-rule [1030, 350, 1580, 351]
article-paragraph: Ἐν φάρμακον ὅπερ θεραπεύει εἶνε βεβαίως καλόν, ἀλλὰ ἐν φάρμακον τὸ ὁποῖον θεραπεύει γοργῶς καὶ εἶνε τῆς ἀπολύτου τυφλῆς πιθανότητος καὶ πληρώνεται ἐκ τῶν πρώτων ἡμερῶν εἶνε ἀκόμη καλύτερον. Τοιαῦτα εἶνε τὰ καταπότια Πὶνκ, τὰ ὁποῖα ἀναζωογονοῦν τὸ αἷμα καὶ τονώνουν τὰ νεῦρα. [290, 709, 535, 772]
article-paragraph: —Ἐπανῆλθεν ἐκ τῆς Κύπρου ὁ κ. Χαράλαμπος Μιλτιάδης. [805, 359, 1020, 384]
subheading: ΟΙ ΕΛΛΗΝΕΣ ΑΘΛΗΤΑΙ [30, 200, 153, 212]
headline: ΕΦΗΜΕΡΙΣ ΤΗΣ ΚΥΒΕΡΝΗΣΕΩΣ [290, 491, 535, 508]
section-rule [1030, 385, 1580, 386]
section-rule [545, 943, 795, 944]
headline: Η ΔΙΕΘΝΗΣ [90, 721, 220, 746]
section-rule [1030, 1386, 1580, 1388]
article-paragraph: Ἰδιαιτέρως ὅμως ἀπησχόλησε τὸν κ. Ὑπουργὸν τὸ ζήτημα τῆς διαμετακομίσεως, περὶ τῆς ὁποίας ὁ κ. Ἀποστολάκης ἀνέπτυξε τὰς ἀντιλήψεις του. Ἡ διαμετακόμισις διὰ τοῦ Πειραιῶς θὰ ὠφελήσῃ τὸ ἐμπόριον καὶ τὴν χώραν. [1310, 1685, 1580, 1736]
signature: (Ἐκ τοῦ γραφείου τῶν Ἐκπαιδευτικῶν) [649, 926, 795, 937]
article-paragraph: —Ζητεῖται κόλων Βελισσάριος ὁδὸς Σταδίου 67. [805, 765, 990, 776]
article-paragraph: —Ἀνηγγέλθη ὁ γάμος τοῦ κ. Ἀλεξάνδρου Πουλίδη μετὰ τῆς Δεσποινίδος Ἐλένης Καλλιγᾶ. Αἱ εὐχαὶ μας διὰ τὸν εὐτυχῆ βίον των. [805, 198, 1020, 236]
article-paragraph: Τὰ γνήσια καταπότια Πὶνκ φέρουν ἐξωτερικῶς τὴν ἐπιγραφὴν «Καταπότια Πὶνκ διὰ ὠχροὺς ἀνθρώπους» καὶ τὸν ἔλεγχον τῆς Δαμαλᾶ καὶ Σία. [545, 278, 795, 315]
